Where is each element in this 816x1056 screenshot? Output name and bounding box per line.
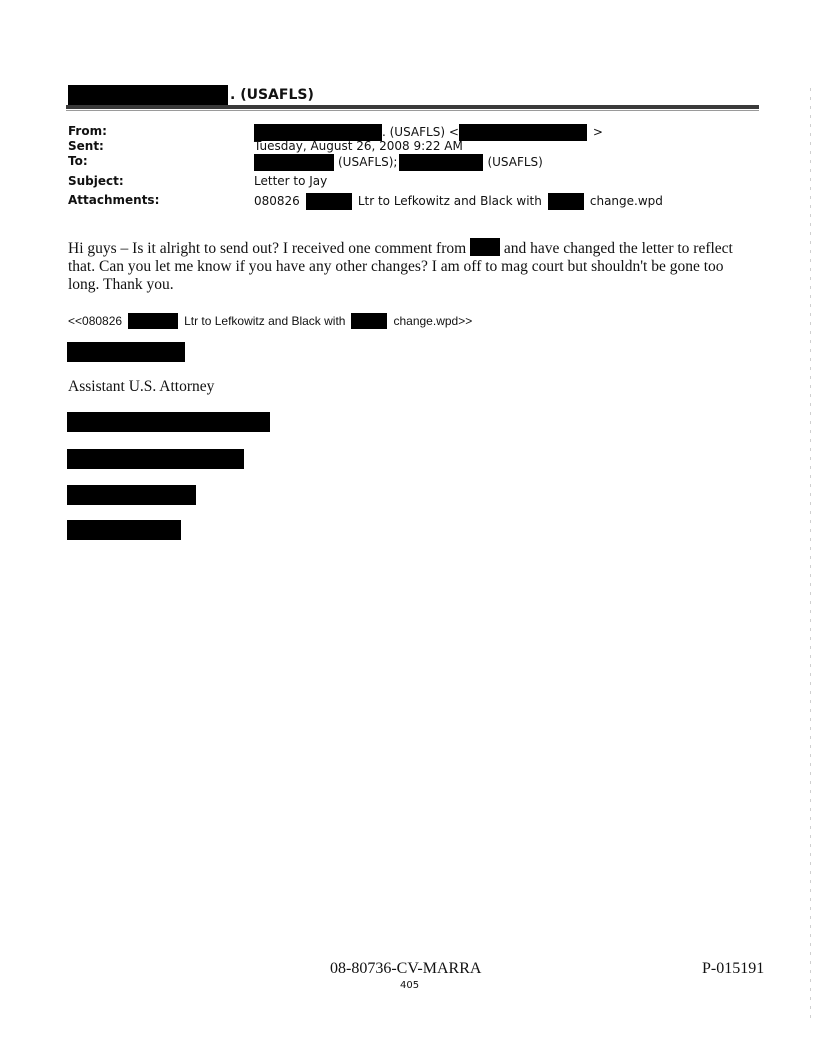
signature-line-redaction [67, 485, 196, 505]
redaction-block [306, 193, 352, 210]
to-value-part2: (USAFLS) [487, 155, 543, 169]
attachments-value-part1: 080826 [254, 194, 300, 208]
attachments-value-part3: change.wpd [589, 194, 663, 208]
to-row [68, 154, 768, 169]
subject-value: Letter to Jay [254, 174, 328, 188]
attachments-value [254, 193, 663, 210]
attachment-ref-part2: Ltr to Lefkowitz and Black with [184, 314, 346, 328]
from-label: From: [68, 124, 107, 138]
body-text-part1: Hi guys – Is it alright to send out? I received one comment from [68, 240, 467, 257]
header-divider-thin [66, 110, 759, 111]
redaction-block [470, 238, 500, 256]
attachments-value-part2: Ltr to Lefkowitz and Black with [357, 194, 542, 208]
page-number: 405 [400, 980, 420, 991]
signature-line-redaction [67, 520, 181, 540]
signature-name-redaction [67, 342, 185, 362]
header-divider [66, 105, 759, 109]
email-body [68, 238, 738, 294]
subject-row [68, 174, 768, 189]
redaction-block [68, 85, 228, 105]
sent-row [68, 139, 768, 154]
attachments-label: Attachments: [68, 193, 160, 207]
redaction-block [399, 154, 483, 171]
redaction-block [548, 193, 584, 210]
email-header-title [68, 84, 314, 106]
sent-value: Tuesday, August 26, 2008 9:22 AM [254, 139, 463, 153]
to-value-part1: (USAFLS); [338, 155, 398, 169]
attachments-row [68, 193, 768, 208]
from-value-part1: . (USAFLS) < [382, 125, 459, 139]
signature-title: Assistant U.S. Attorney [68, 378, 215, 395]
redaction-block [128, 313, 178, 329]
case-number: 08-80736-CV-MARRA [330, 960, 482, 977]
to-value [254, 154, 543, 171]
from-row [68, 124, 768, 139]
subject-label: Subject: [68, 174, 124, 188]
body-text-part2: and have changed the letter to reflect that. Can you let me know if you have any other changes? I am off to mag court but shouldn't be gone too long. Thank you. [68, 240, 733, 293]
sent-label: Sent: [68, 139, 104, 153]
signature-line-redaction [67, 449, 244, 469]
redaction-block [351, 313, 387, 329]
header-title-text: . (USAFLS) [230, 87, 314, 103]
signature-line-redaction [67, 412, 270, 432]
redaction-block [254, 154, 334, 171]
attachment-reference [68, 313, 472, 329]
attachment-ref-part1: <<080826 [68, 314, 123, 328]
to-label: To: [68, 154, 88, 168]
attachment-ref-part3: change.wpd>> [393, 314, 473, 328]
bates-number: P-015191 [702, 960, 765, 977]
scan-edge-mark [810, 88, 811, 1018]
from-value-part2: > [592, 125, 603, 139]
